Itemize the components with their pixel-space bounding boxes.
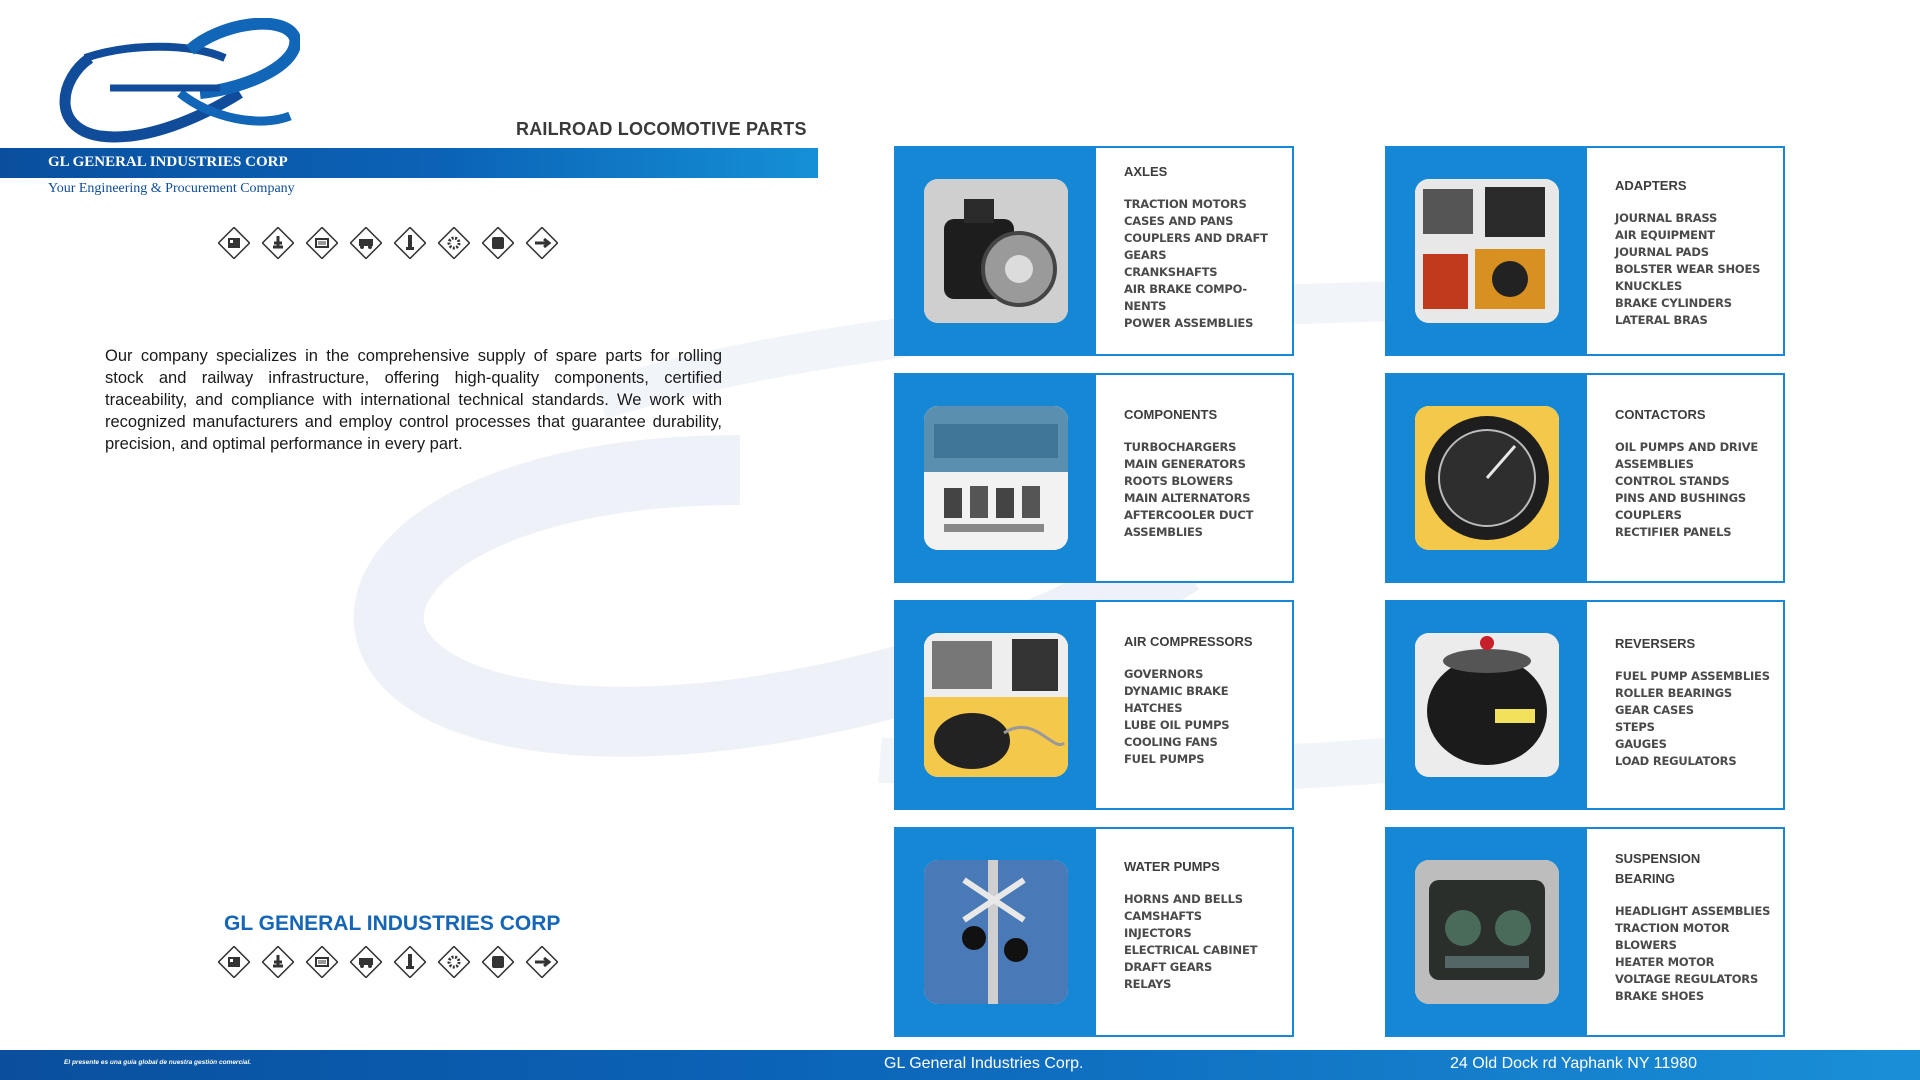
category-card-reversers [1385, 600, 1785, 810]
traction-motor-photo [924, 179, 1068, 323]
engine-block-icon [482, 946, 514, 978]
category-item-list [1615, 903, 1783, 1005]
category-item: JOURNAL BRASS [1615, 211, 1718, 225]
card-text-panel [1587, 148, 1783, 354]
category-title: WATER PUMPS [1124, 859, 1220, 874]
category-item-list [1615, 668, 1783, 770]
category-card-contactors [1385, 373, 1785, 583]
category-title: REVERSERS [1615, 636, 1696, 651]
gear-icon [438, 946, 470, 978]
category-title: AXLES [1124, 164, 1168, 179]
category-item: BRAKE SHOES [1615, 989, 1704, 1003]
category-item: FUEL PUMPS [1124, 752, 1205, 766]
category-item: LATERAL BRAS [1615, 313, 1708, 327]
footer-company: GL General Industries Corp. [884, 1055, 1084, 1072]
category-item: NENTS [1124, 299, 1167, 313]
brand-bar [0, 148, 818, 178]
intro-paragraph: Our company specializes in the comprehensive supply of spare parts for rolling stock and railway infrastructure, offering high-quality components, certified traceability, and compliance with international technical standards. We work with recognized manufacturers and employ control processes that guarantee durability, precision, and optimal performance in every part. [105, 347, 722, 453]
category-item: DRAFT GEARS [1124, 960, 1213, 974]
category-item: MAIN ALTERNATORS [1124, 491, 1251, 505]
category-item: ROLLER BEARINGS [1615, 686, 1733, 700]
card-image-panel [1387, 829, 1587, 1035]
category-item: GAUGES [1615, 737, 1667, 751]
category-item: LUBE OIL PUMPS [1124, 718, 1230, 732]
category-item: GEAR CASES [1615, 703, 1694, 717]
gauge-photo [1415, 406, 1559, 550]
valve-icon [262, 946, 294, 978]
category-item: ELECTRICAL CABINET [1124, 943, 1258, 957]
engine-block-icon [482, 227, 514, 259]
category-item: BLOWERS [1615, 938, 1677, 952]
category-item-list [1615, 439, 1783, 541]
locomotive-icon [218, 946, 250, 978]
category-item: CAMSHAFTS [1124, 909, 1202, 923]
locomotive-icon [218, 227, 250, 259]
category-item: STEPS [1615, 720, 1655, 734]
coupler-icon [526, 946, 558, 978]
card-image-panel [896, 375, 1096, 581]
category-item: ASSEMBLIES [1615, 457, 1694, 471]
category-item: KNUCKLES [1615, 279, 1683, 293]
category-item: CASES AND PANS [1124, 214, 1234, 228]
card-image-panel [896, 602, 1096, 808]
card-text-panel [1587, 829, 1783, 1035]
category-item: VOLTAGE REGULATORS [1615, 972, 1759, 986]
category-item: CONTROL STANDS [1615, 474, 1730, 488]
coupler-icon [526, 227, 558, 259]
category-title: SUSPENSION BEARING [1615, 851, 1701, 886]
category-item-list [1124, 439, 1292, 541]
category-item: AFTERCOOLER DUCT [1124, 508, 1254, 522]
valve-icon [262, 227, 294, 259]
category-item: POWER ASSEMBLIES [1124, 316, 1254, 330]
engine-components-photo [924, 406, 1068, 550]
gear-icon [438, 227, 470, 259]
category-item: LOAD REGULATORS [1615, 754, 1737, 768]
category-card-components [894, 373, 1294, 583]
category-item: BOLSTER WEAR SHOES [1615, 262, 1761, 276]
category-item: OIL PUMPS AND DRIVE [1615, 440, 1759, 454]
category-item: MAIN GENERATORS [1124, 457, 1246, 471]
category-item-list [1124, 666, 1292, 768]
card-text-panel [1096, 829, 1292, 1035]
category-title: ADAPTERS [1615, 178, 1687, 193]
footer-brand-name: GL GENERAL INDUSTRIES CORP [224, 912, 561, 935]
cabinet-icon [306, 946, 338, 978]
card-image-panel [1387, 602, 1587, 808]
card-image-panel [1387, 148, 1587, 354]
category-card-axles [894, 146, 1294, 356]
category-item: ROOTS BLOWERS [1124, 474, 1234, 488]
category-item-list [1124, 196, 1292, 332]
category-card-suspension-bearing [1385, 827, 1785, 1037]
crossing-signal-photo [924, 860, 1068, 1004]
truck-icon [350, 227, 382, 259]
category-card-air-compressors [894, 600, 1294, 810]
card-text-panel [1096, 375, 1292, 581]
icon-row-top [218, 227, 558, 259]
category-item: GEARS [1124, 248, 1167, 262]
gl-logo [50, 18, 300, 143]
brand-name: GL GENERAL INDUSTRIES CORP [48, 154, 288, 170]
category-item-list [1615, 210, 1783, 329]
card-text-panel [1096, 602, 1292, 808]
category-item: HEATER MOTOR [1615, 955, 1715, 969]
category-item: HATCHES [1124, 701, 1183, 715]
category-item: AIR EQUIPMENT [1615, 228, 1715, 242]
cabinet-icon [306, 227, 338, 259]
category-title: AIR COMPRESSORS [1124, 634, 1253, 649]
tagline: Your Engineering & Procurement Company [48, 181, 295, 196]
category-item: CRANKSHAFTS [1124, 265, 1218, 279]
category-item: TRACTION MOTOR [1615, 921, 1730, 935]
air-spring-photo [1415, 633, 1559, 777]
category-card-water-pumps [894, 827, 1294, 1037]
card-text-panel [1096, 148, 1292, 354]
card-image-panel [1387, 375, 1587, 581]
category-item: GOVERNORS [1124, 667, 1204, 681]
category-title: CONTACTORS [1615, 407, 1706, 422]
category-item: JOURNAL PADS [1615, 245, 1709, 259]
category-title: COMPONENTS [1124, 407, 1218, 422]
category-item-list [1124, 891, 1292, 993]
category-item: RECTIFIER PANELS [1615, 525, 1732, 539]
category-card-adapters [1385, 146, 1785, 356]
category-item: FUEL PUMP ASSEMBLIES [1615, 669, 1770, 683]
footer-address: 24 Old Dock rd Yaphank NY 11980 [1450, 1055, 1697, 1072]
adapters-photo [1415, 179, 1559, 323]
card-image-panel [896, 148, 1096, 354]
category-item: COUPLERS AND DRAFT [1124, 231, 1268, 245]
footer-bar [0, 1050, 1920, 1080]
category-item: AIR BRAKE COMPO- [1124, 282, 1247, 296]
truck-icon [350, 946, 382, 978]
category-item: DYNAMIC BRAKE [1124, 684, 1229, 698]
category-item: COUPLERS [1615, 508, 1682, 522]
category-item: ASSEMBLIES [1124, 525, 1203, 539]
compressor-parts-photo [924, 633, 1068, 777]
category-item: TURBOCHARGERS [1124, 440, 1237, 454]
catalog-title: RAILROAD LOCOMOTIVE PARTS [516, 119, 807, 139]
category-item: INJECTORS [1124, 926, 1192, 940]
category-item: RELAYS [1124, 977, 1172, 991]
engine-assembly-photo [1415, 860, 1559, 1004]
icon-row-bottom [218, 946, 558, 978]
category-item: COOLING FANS [1124, 735, 1218, 749]
category-item: HEADLIGHT ASSEMBLIES [1615, 904, 1771, 918]
cylinder-icon [394, 227, 426, 259]
card-image-panel [896, 829, 1096, 1035]
category-item: TRACTION MOTORS [1124, 197, 1247, 211]
card-text-panel [1587, 375, 1783, 581]
cylinder-icon [394, 946, 426, 978]
category-item: HORNS AND BELLS [1124, 892, 1243, 906]
footer-note: El presente es una guía global de nuestra gestión comercial. [64, 1059, 252, 1066]
category-item: BRAKE CYLINDERS [1615, 296, 1732, 310]
category-item: PINS AND BUSHINGS [1615, 491, 1746, 505]
card-text-panel [1587, 602, 1783, 808]
